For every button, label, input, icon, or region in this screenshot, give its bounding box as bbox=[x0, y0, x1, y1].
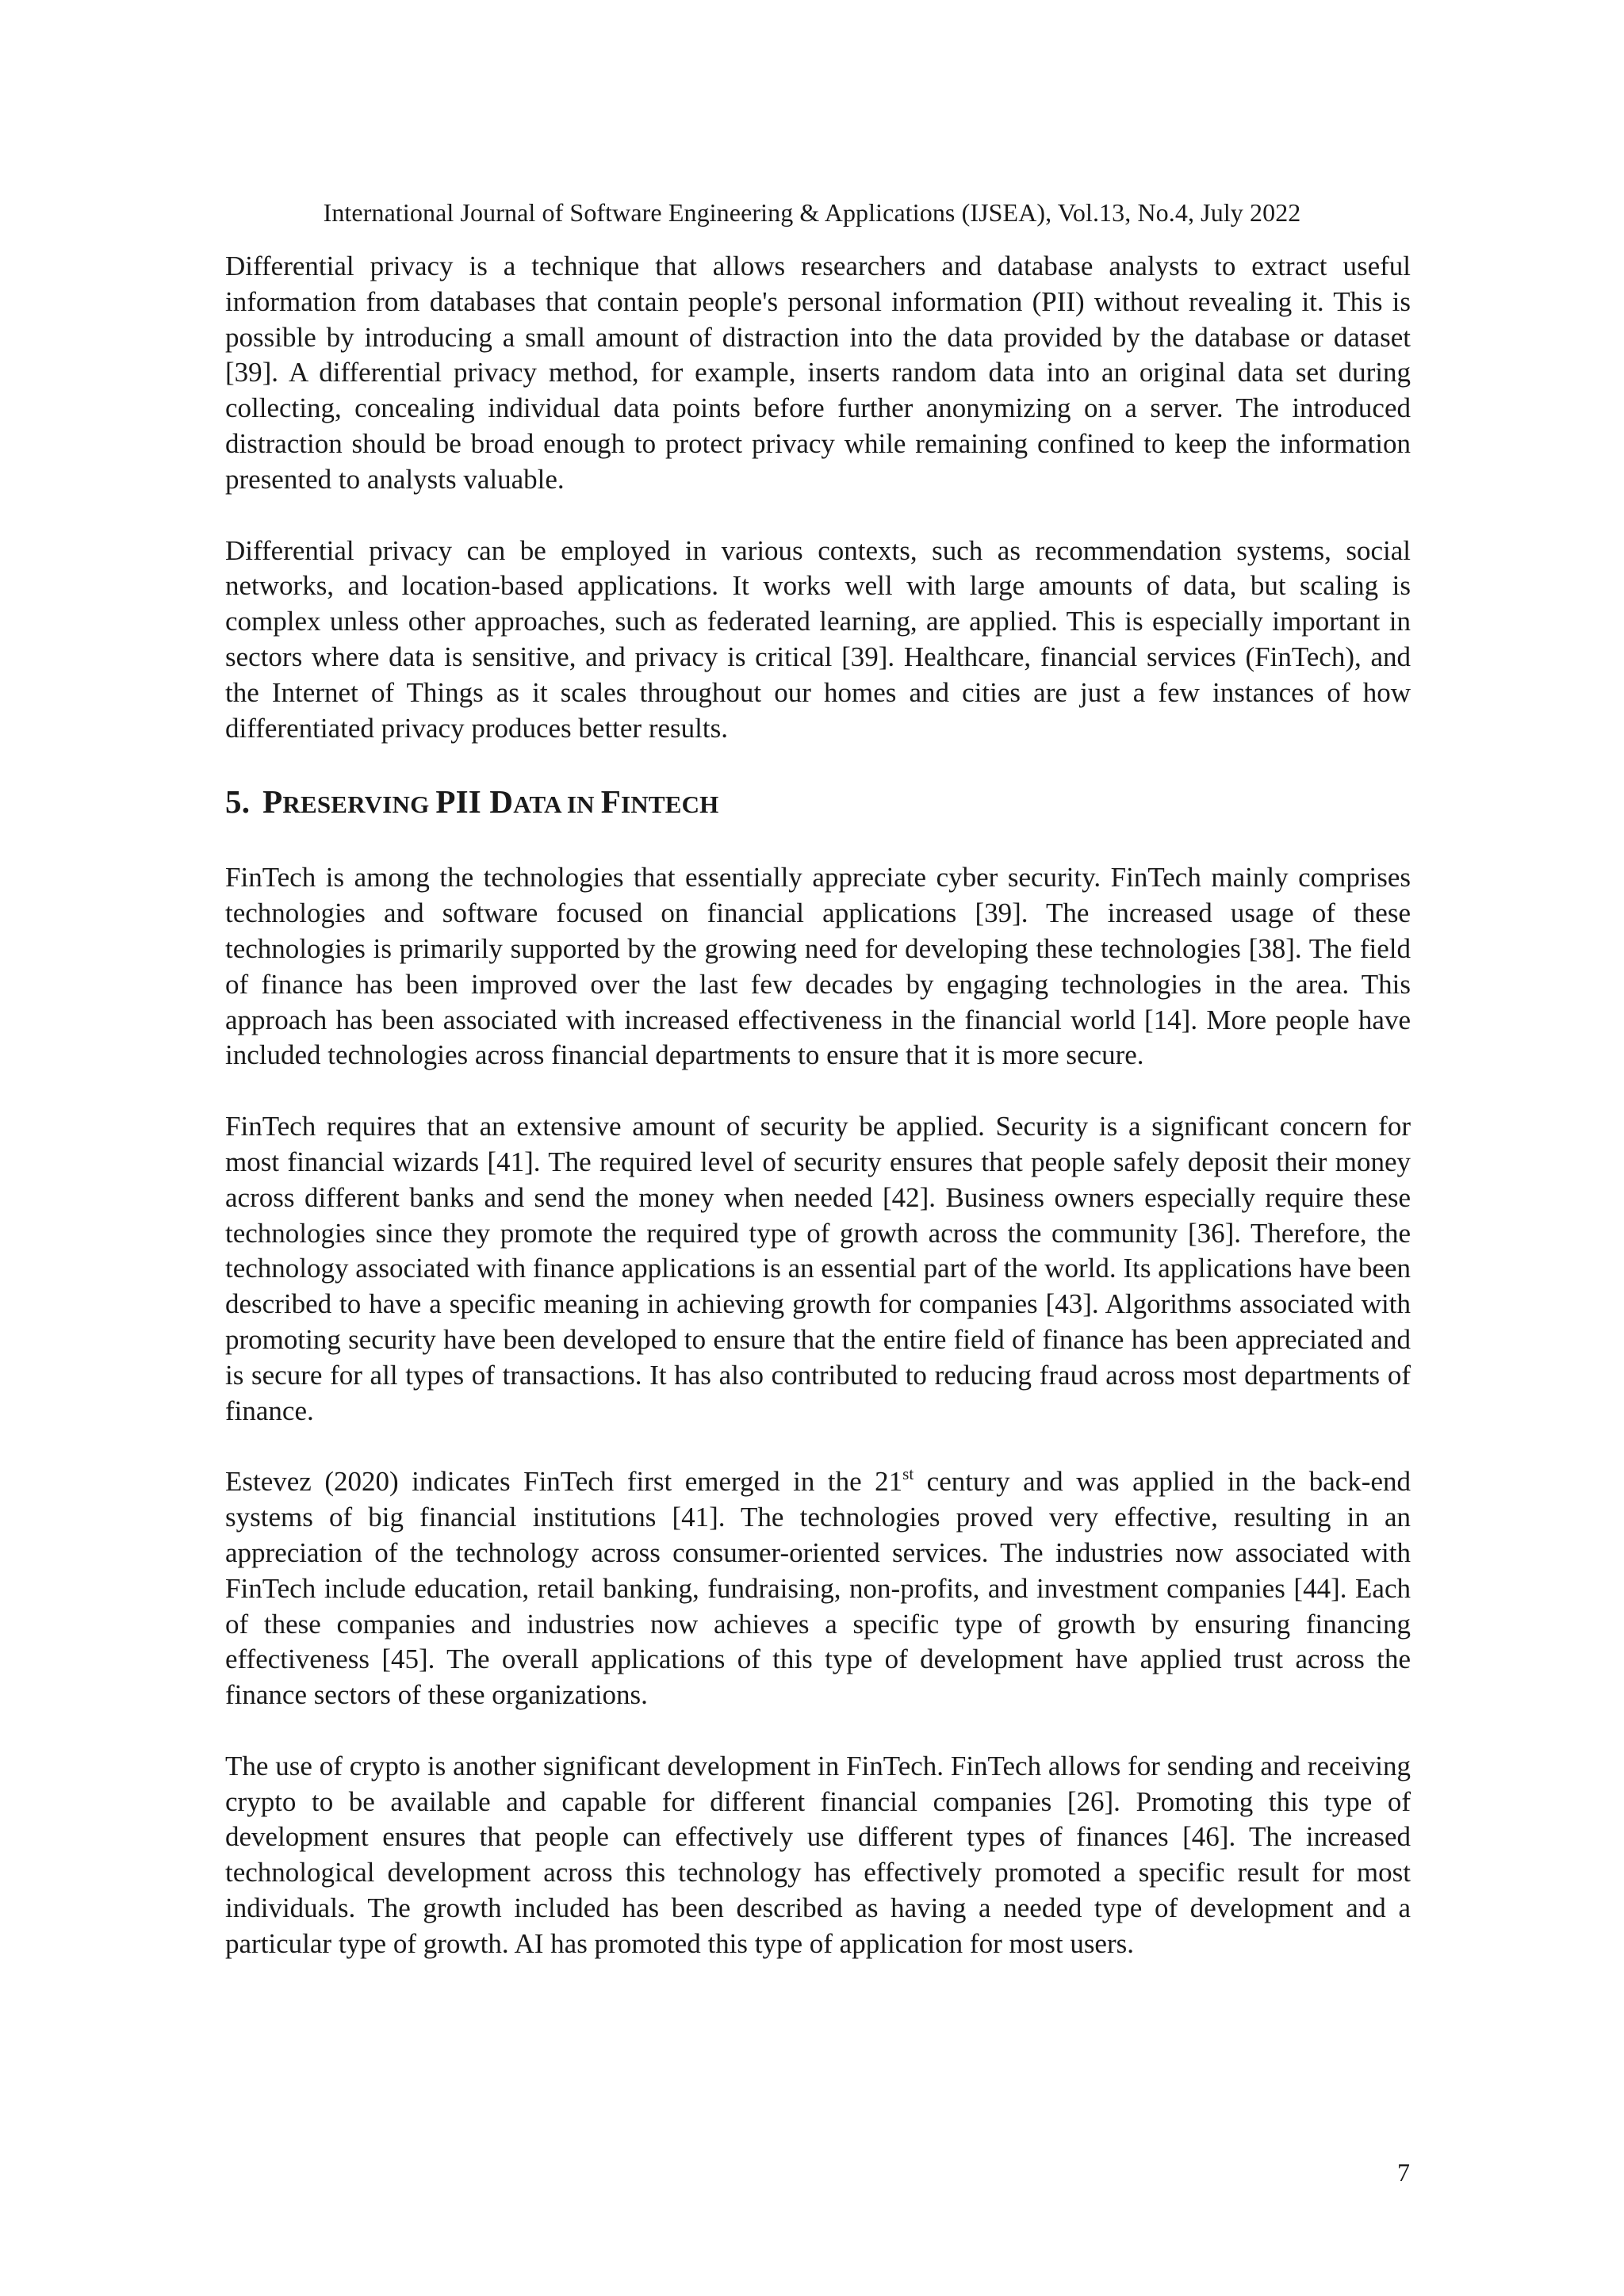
paragraph-fintech-intro: FinTech is among the technologies that essentially appreciate cyber security. FinTech mainly comprises technologies and software focused on financial applications [39]. The increased usage of these technologies is primarily supported by the growing need for developing these technologies [38]. The field of finance has been improved over the last few decades by engaging technologies in the area. This approach has been associated with increased effectiveness in the financial world [14]. More people have included technologies across financial departments to ensure that it is more secure. bbox=[225, 862, 1411, 1071]
paragraph-crypto: The use of crypto is another significant development in FinTech. FinTech allows for sending and receiving crypto to be available and capable for different financial companies [26]. Promoting this type of development ensures that people can effectively use different types of finances [46]. The increased technological development across this technology has effectively promoted a specific result for most individuals. The growth included has been described as having a needed type of development and a particular type of growth. AI has promoted this type of application for most users. bbox=[225, 1750, 1411, 1959]
body-text bbox=[225, 249, 1411, 1998]
section-title-part: D bbox=[489, 783, 514, 821]
section-number: 5. bbox=[225, 783, 251, 821]
section-title-part: PII bbox=[435, 783, 490, 821]
estevez-text-end: century and was applied in the back-end systems of big financial institutions [41]. The technologies proved very effective, resulting in an appreciation of the technology across consumer-oriented services. The industries now associated with FinTech include education, retail banking, fundraising, non-profits, and investment companies [44]. Each of these companies and industries now achieves a specific type of growth by ensuring financing effectiveness [45]. The overall applications of this type of development have applied trust across the finance sectors of these organizations. bbox=[225, 1466, 1411, 1711]
section-heading bbox=[225, 782, 1411, 825]
estevez-text-start: Estevez (2020) indicates FinTech first emerged in the 21 bbox=[225, 1466, 903, 1498]
ordinal-superscript: st bbox=[902, 1464, 914, 1484]
paragraph-differential-privacy-definition: Differential privacy is a technique that allows researchers and database analysts to extract useful information from databases that contain people's personal information (PII) without revealing it. This is possible by introducing a small amount of distraction into the data provided by the database or dataset [39]. A differential privacy method, for example, inserts random data into an original data set during collecting, concealing individual data points before further anonymizing on a server. The introduced distraction should be broad enough to protect privacy while remaining confined to keep the information presented to analysts valuable. bbox=[225, 251, 1411, 495]
section-title-part: F bbox=[600, 783, 621, 821]
paragraph-fintech-security: FinTech requires that an extensive amount of security be applied. Security is a significant concern for most financial wizards [41]. The required level of security ensures that people safely deposit their money across different banks and send the money when needed [42]. Business owners especially require these technologies since they promote the required type of growth across the community [36]. Therefore, the technology associated with finance applications is an essential part of the world. Its applications have been described to have a specific meaning in achieving growth for companies [43]. Algorithms associated with promoting security have been developed to ensure that the entire field of finance has been appreciated and is secure for all types of transactions. It has also contributed to reducing fraud across most departments of finance. bbox=[225, 1111, 1411, 1426]
section-title-part: RESERVING bbox=[282, 790, 436, 819]
running-header: International Journal of Software Engineering & Applications (IJSEA), Vol.13, No.4, July 2022 bbox=[323, 198, 1301, 227]
section-title bbox=[262, 783, 718, 820]
page-number: 7 bbox=[1397, 2158, 1410, 2187]
section-title-part: INTECH bbox=[620, 790, 719, 819]
paragraph-estevez bbox=[225, 1464, 1411, 1713]
paragraph-differential-privacy-contexts: Differential privacy can be employed in various contexts, such as recommendation systems, social networks, and location-based applications. It works well with large amounts of data, but scaling is complex unless other approaches, such as federated learning, are applied. This is especially important in sectors where data is sensitive, and privacy is critical [39]. Healthcare, financial services (FinTech), and the Internet of Things as it scales throughout our homes and cities are just a few instances of how differentiated privacy produces better results. bbox=[225, 534, 1411, 744]
section-title-part: ATA IN bbox=[513, 790, 601, 819]
section-title-part: P bbox=[262, 783, 283, 821]
